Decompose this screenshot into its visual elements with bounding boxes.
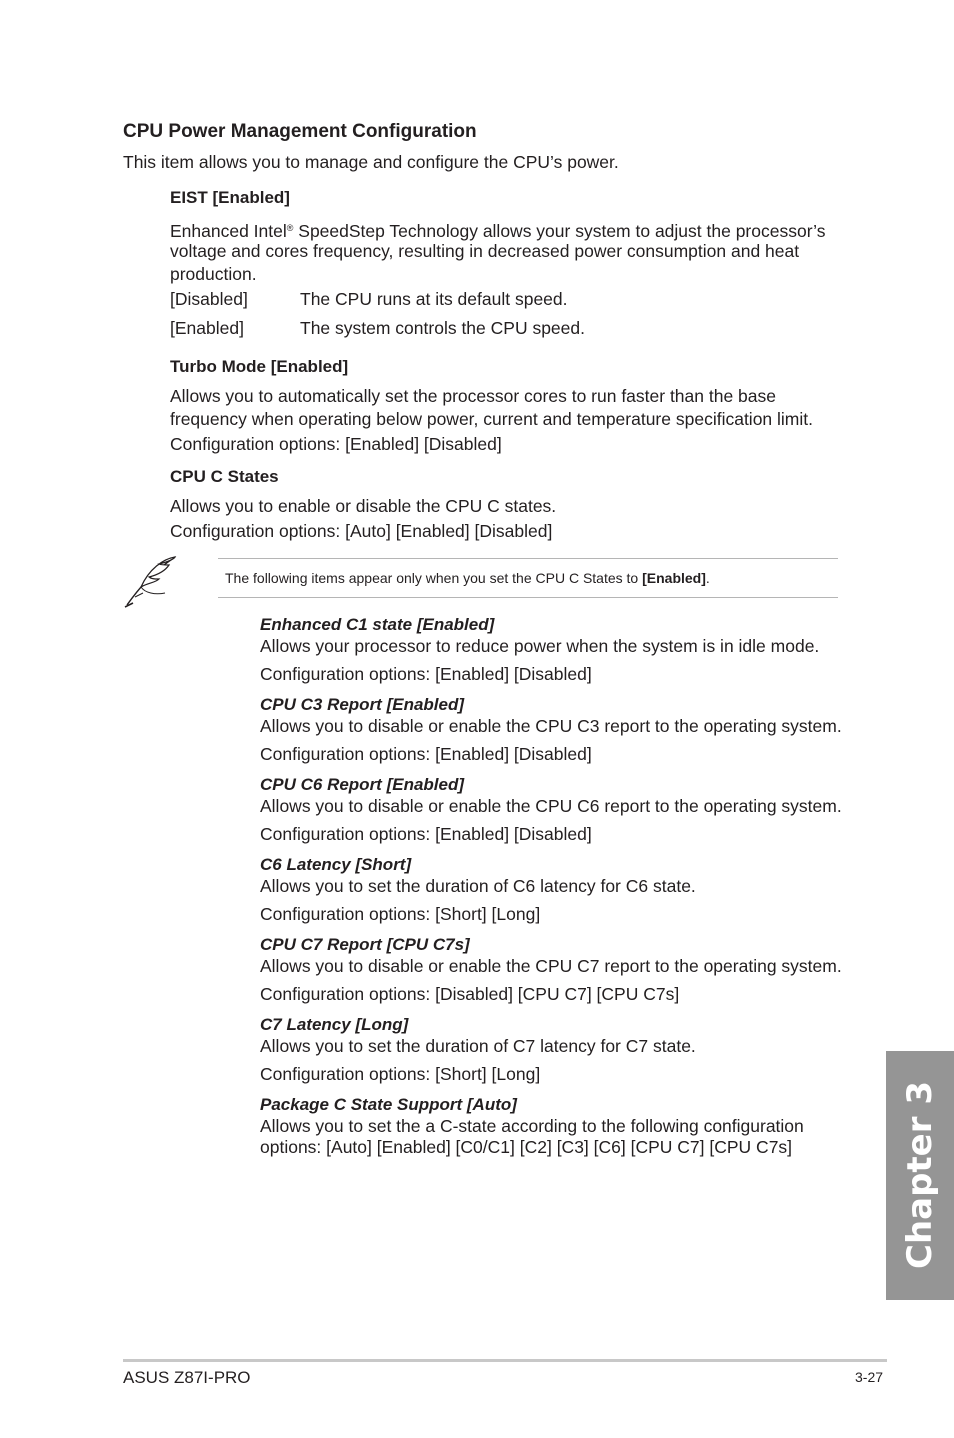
cstates-heading: CPU C States [170, 467, 279, 486]
note-top-rule [218, 558, 838, 559]
option-desc: The system controls the CPU speed. [300, 318, 585, 338]
item-heading: CPU C6 Report [Enabled] [260, 775, 465, 794]
cstates-config: Configuration options: [Auto] [Enabled] [Disabled] [170, 521, 553, 541]
note-text-bold: [Enabled] [642, 570, 706, 586]
feather-pen-icon [121, 553, 181, 609]
option-row [170, 318, 585, 347]
item-config: Configuration options: [Enabled] [Disabled] [260, 664, 592, 684]
cstates-desc: Allows you to enable or disable the CPU C states. [170, 496, 557, 516]
registered-mark: ® [286, 223, 294, 233]
turbo-config: Configuration options: [Enabled] [Disabled] [170, 434, 502, 454]
item-heading: Enhanced C1 state [Enabled] [260, 615, 495, 634]
item-desc: Allows you to set the duration of C6 latency for C6 state. [260, 876, 696, 896]
note-text-main: The following items appear only when you set the CPU C States to [225, 570, 643, 586]
footer-page-number: 3-27 [855, 1369, 884, 1385]
eist-heading: EIST [Enabled] [170, 188, 290, 207]
package-heading: Package C State Support [Auto] [260, 1095, 517, 1114]
item-desc: Allows you to disable or enable the CPU C7 report to the operating system. [260, 956, 842, 976]
item-heading: CPU C3 Report [Enabled] [260, 695, 465, 714]
note-bottom-rule [218, 597, 838, 598]
chapter-tab [886, 1051, 954, 1300]
item-heading: C6 Latency [Short] [260, 855, 412, 874]
item-config: Configuration options: [Short] [Long] [260, 904, 541, 924]
item-heading: C7 Latency [Long] [260, 1015, 409, 1034]
eist-options-table [170, 289, 585, 347]
option-key: [Disabled] [170, 289, 248, 309]
item-heading: CPU C7 Report [CPU C7s] [260, 935, 470, 954]
eist-desc-part-b: SpeedStep Technology allows your system to adjust the processor’s [293, 221, 826, 241]
section-intro: This item allows you to manage and configure the CPU’s power. [123, 152, 619, 172]
option-desc: The CPU runs at its default speed. [300, 289, 568, 309]
package-desc-line-1: Allows you to set the a C-state according to the following configuration [260, 1116, 804, 1136]
item-config: Configuration options: [Enabled] [Disabled] [260, 744, 592, 764]
turbo-desc-line-2: frequency when operating below power, current and temperature specification limit. [170, 409, 813, 429]
section-title: CPU Power Management Configuration [123, 121, 477, 142]
footer-product-name: ASUS Z87I-PRO [123, 1368, 251, 1387]
item-desc: Allows your processor to reduce power when the system is in idle mode. [260, 636, 820, 656]
eist-desc-line-3: production. [170, 264, 257, 284]
package-desc-line-2: options: [Auto] [Enabled] [C0/C1] [C2] [C3] [C6] [CPU C7] [CPU C7s] [260, 1137, 793, 1157]
chapter-tab-label: Chapter 3 [900, 1080, 940, 1270]
option-row [170, 289, 585, 318]
item-desc: Allows you to disable or enable the CPU C3 report to the operating system. [260, 716, 842, 736]
footer-rule [123, 1359, 887, 1362]
turbo-heading: Turbo Mode [Enabled] [170, 357, 349, 376]
eist-desc-part-a: Enhanced Intel [170, 221, 287, 241]
turbo-desc-line-1: Allows you to automatically set the processor cores to run faster than the base [170, 386, 777, 406]
item-config: Configuration options: [Enabled] [Disabled] [260, 824, 592, 844]
item-desc: Allows you to set the duration of C7 latency for C7 state. [260, 1036, 696, 1056]
item-config: Configuration options: [Short] [Long] [260, 1064, 541, 1084]
note-text [225, 570, 710, 586]
item-config: Configuration options: [Disabled] [CPU C7] [CPU C7s] [260, 984, 680, 1004]
option-key: [Enabled] [170, 318, 244, 338]
item-desc: Allows you to disable or enable the CPU C6 report to the operating system. [260, 796, 842, 816]
note-text-end: . [705, 570, 710, 586]
eist-desc-line-2: voltage and cores frequency, resulting in decreased power consumption and heat [170, 241, 800, 261]
